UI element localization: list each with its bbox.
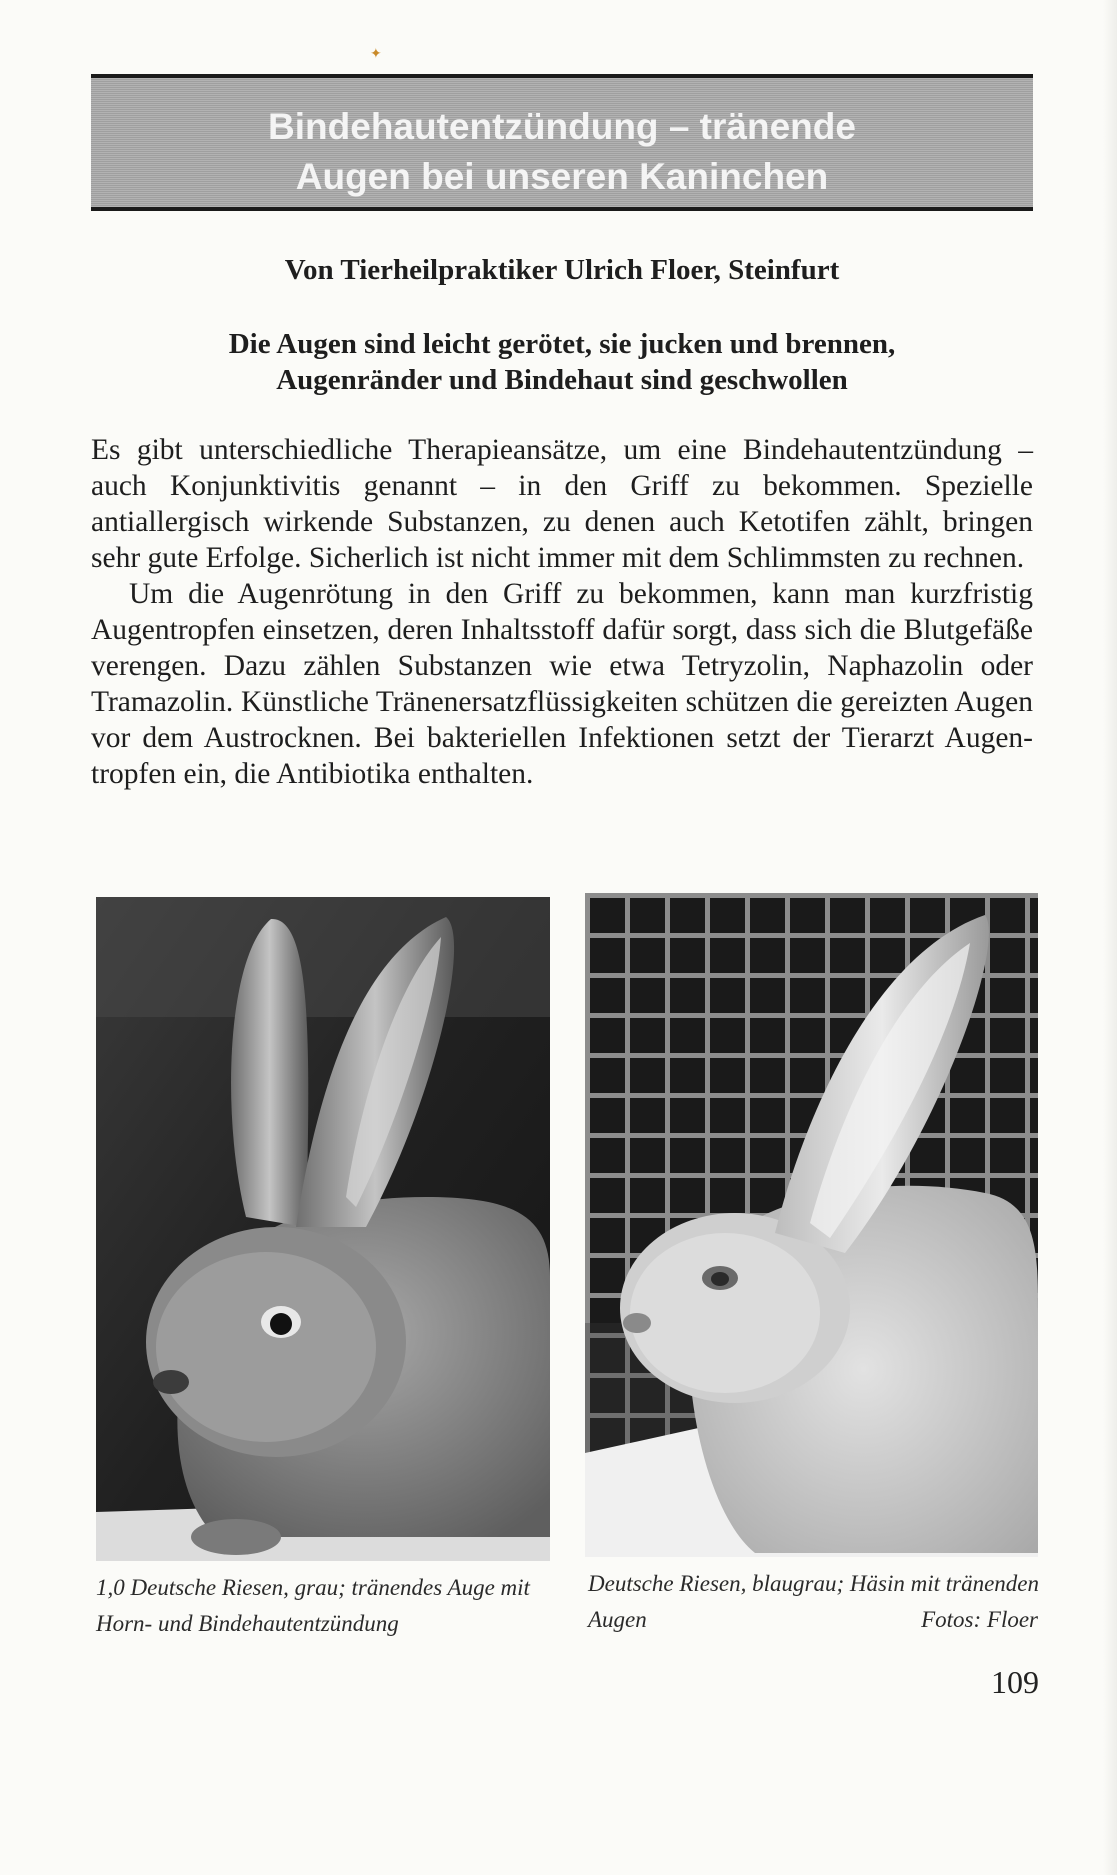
article-title (91, 102, 1033, 202)
photo-credit: Fotos: Floer (921, 1607, 1038, 1632)
article-title-line-2: Augen bei unseren Kaninchen (295, 156, 829, 197)
page-edge (1103, 0, 1117, 1875)
article-body (91, 432, 1033, 792)
author-line: Von Tierheilpraktiker Ulrich Floer, Steinfurt (284, 254, 840, 286)
page-number: 109 (991, 1664, 1039, 1700)
subtitle-line-1: Die Augen sind leicht gerötet, sie jucken und brennen, (228, 328, 896, 360)
print-mark: ✦ (370, 47, 382, 62)
caption-right: Deutsche Riesen, blaugrau; Häsin mit tränenden Augen (588, 1571, 1039, 1632)
caption-left: 1,0 Deutsche Riesen, grau; tränendes Auge mit Horn- und Bindehautentzündung (96, 1575, 530, 1636)
photo-grey-rabbit (96, 897, 550, 1561)
subtitle-line-2: Augenränder und Bindehaut sind geschwollen (276, 364, 848, 396)
body-paragraph-2: Um die Augenrötung in den Griff zu bekommen, kann man kurzfristig Augentropfen einsetzen, deren Inhaltsstoff dafür sorgt, dass sich die Blutgefäße verengen. Dazu zählen Substanzen wie etwa Tetryzolin, Naphazolin oder Tramazolin. Künstliche Tränenersatzflüssigkeiten schützen die gereizten Augen vor dem Austrocknen. Bei bakteriellen Infektionen setzt der Tierarzt Augentropfen ein, die Antibiotika enthalten. (91, 578, 1033, 790)
article-title-line-1: Bindehautentzündung – tränende (268, 106, 856, 147)
article-subtitle (91, 326, 1033, 398)
photo-blue-grey-rabbit (585, 893, 1038, 1557)
body-paragraph-1: Es gibt unterschiedliche Therapieansätze, um eine Bindehautentzündung – auch Konjunktivitis genannt – in den Griff zu bekommen. Spezielle antiallergisch wirkende Substanzen, zu denen auch Ketotifen zählt, bringen sehr gute Erfolge. Sicherlich ist nicht immer mit dem Schlimmsten zu rechnen. (91, 434, 1033, 574)
title-banner (91, 74, 1033, 211)
